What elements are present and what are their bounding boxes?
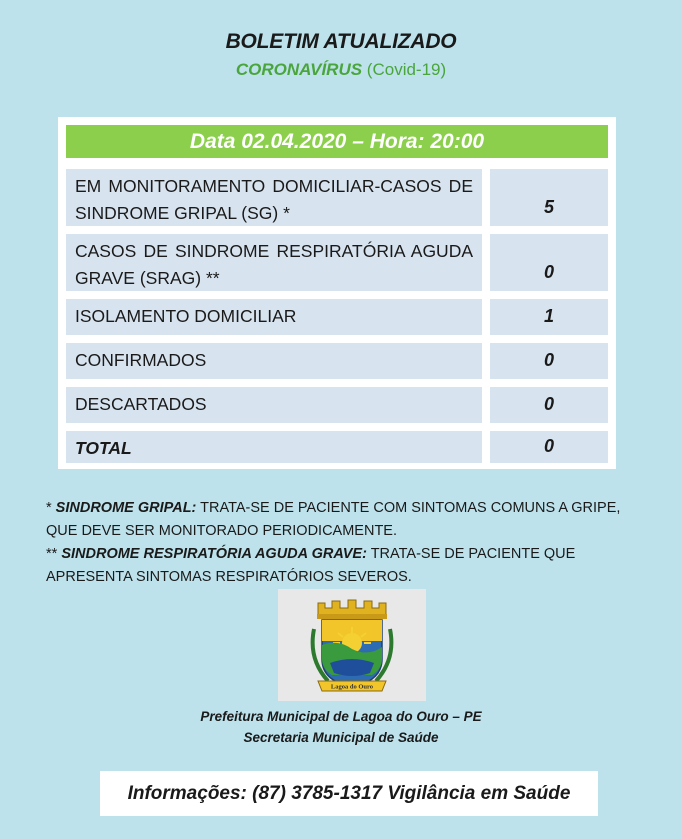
coat-of-arms-icon <box>278 589 426 701</box>
table-row-discarded <box>66 387 608 423</box>
footnote-marker: * <box>46 500 56 516</box>
row-value: 0 <box>490 431 608 463</box>
footnote-text: TRATA-SE DE PACIENTE COM SINTOMAS COMUNS A GRIPE, QUE DEVE SER MONITORADO PERIODICAMENTE. <box>46 500 621 539</box>
footnote-marker: ** <box>46 546 62 562</box>
organization-credit <box>0 706 682 748</box>
municipal-coat-of-arms <box>278 589 426 701</box>
table-row-total <box>66 431 608 463</box>
row-value: 5 <box>490 169 608 226</box>
footnotes <box>46 497 646 589</box>
subtitle-covid-label: (Covid-19) <box>362 60 447 79</box>
row-value: 0 <box>490 387 608 423</box>
org-name: Prefeitura Municipal de Lagoa do Ouro – PE <box>200 709 482 724</box>
row-value: 0 <box>490 234 608 291</box>
row-value: 1 <box>490 299 608 335</box>
row-label: CONFIRMADOS <box>66 343 482 379</box>
row-label: CASOS DE SINDROME RESPIRATÓRIA AGUDA GRAVE (SRAG) ** <box>66 234 482 291</box>
footnote-srag <box>46 543 646 589</box>
row-label: DESCARTADOS <box>66 387 482 423</box>
table-row-confirmed <box>66 343 608 379</box>
contact-info: Informações: (87) 3785-1317 Vigilância em Saúde <box>100 771 598 816</box>
status-table <box>58 117 616 469</box>
footnote-term: SINDROME GRIPAL: <box>55 500 197 516</box>
org-department: Secretaria Municipal de Saúde <box>243 730 439 745</box>
coat-of-arms-banner: Lagoa do Ouro <box>330 683 374 691</box>
row-label: TOTAL <box>66 431 482 463</box>
row-label: ISOLAMENTO DOMICILIAR <box>66 299 482 335</box>
bulletin-title: BOLETIM ATUALIZADO <box>225 30 457 53</box>
subtitle-virus-name: CORONAVÍRUS <box>235 60 363 79</box>
bulletin-subtitle <box>0 60 682 80</box>
table-row-isolation <box>66 299 608 335</box>
footnote-text: TRATA-SE DE PACIENTE QUE APRESENTA SINTOMAS RESPIRATÓRIOS SEVEROS. <box>46 546 576 585</box>
footnote-sg <box>46 497 646 543</box>
footnote-term: SINDROME RESPIRATÓRIA AGUDA GRAVE: <box>61 546 367 562</box>
row-value: 0 <box>490 343 608 379</box>
date-header: Data 02.04.2020 – Hora: 20:00 <box>66 125 608 158</box>
table-row-srag <box>66 234 608 291</box>
table-row-monitoring <box>66 169 608 226</box>
row-label: EM MONITORAMENTO DOMICILIAR-CASOS DE SINDROME GRIPAL (SG) * <box>66 169 482 226</box>
